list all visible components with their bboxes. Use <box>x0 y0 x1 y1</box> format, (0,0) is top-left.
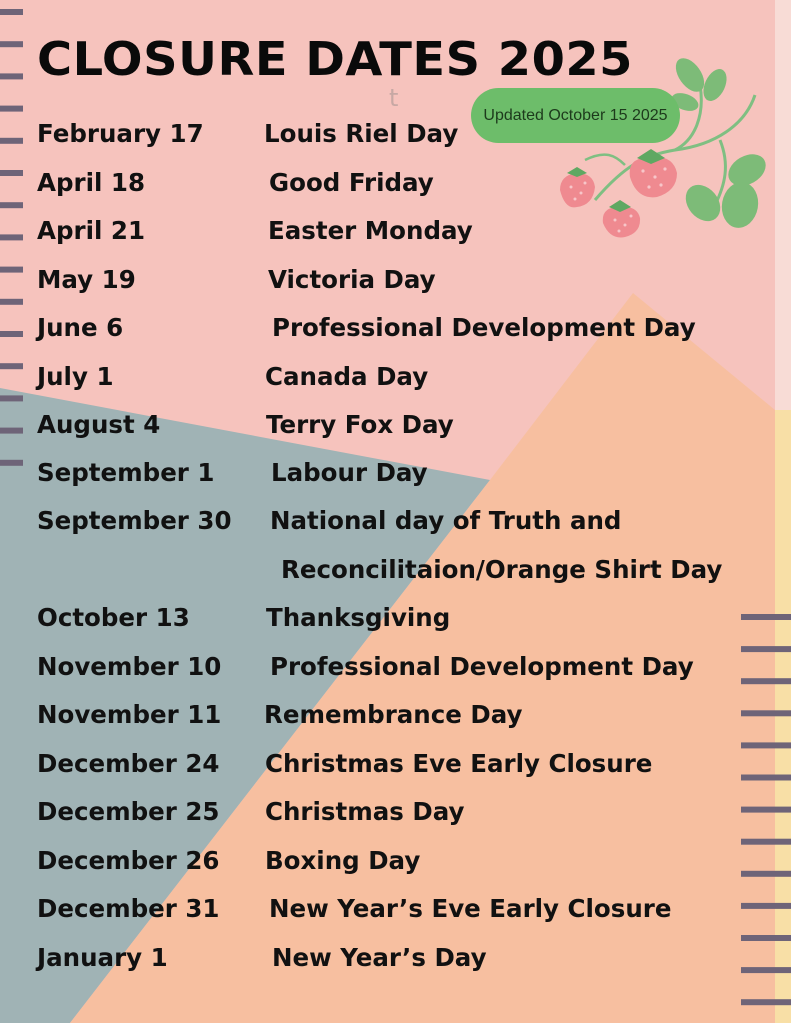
closure-date: September 1 <box>37 458 215 487</box>
closure-date: August 4 <box>37 410 161 439</box>
binding-mark <box>0 9 23 15</box>
closure-date: October 13 <box>37 603 190 632</box>
closure-row <box>0 407 791 447</box>
closure-date: December 24 <box>37 749 220 778</box>
closure-row <box>0 213 791 253</box>
closure-row <box>0 165 791 205</box>
binding-mark <box>0 41 23 47</box>
closure-date: July 1 <box>37 362 114 391</box>
closure-date: April 21 <box>37 216 146 245</box>
binding-mark <box>0 73 23 79</box>
closure-event: Terry Fox Day <box>266 410 454 439</box>
closure-event: Boxing Day <box>265 846 421 875</box>
closure-date: February 17 <box>37 119 204 148</box>
closure-row <box>0 794 791 834</box>
closure-row <box>0 359 791 399</box>
closure-row <box>0 310 791 350</box>
closure-row <box>0 649 791 689</box>
closure-row <box>0 262 791 302</box>
closure-event: Labour Day <box>271 458 428 487</box>
closure-event: Victoria Day <box>268 265 436 294</box>
closure-row <box>0 843 791 883</box>
closure-event: Thanksgiving <box>266 603 451 632</box>
updated-badge: Updated October 15 2025 <box>471 88 680 143</box>
closure-event: Louis Riel Day <box>264 119 459 148</box>
closure-event: National day of Truth and <box>270 506 622 535</box>
binding-mark <box>741 999 791 1005</box>
closure-date: January 1 <box>37 943 168 972</box>
closure-event: Remembrance Day <box>264 700 523 729</box>
closure-date: December 25 <box>37 797 220 826</box>
closure-date: April 18 <box>37 168 146 197</box>
closure-date: September 30 <box>37 506 232 535</box>
closure-date: December 31 <box>37 894 220 923</box>
closure-date: November 10 <box>37 652 222 681</box>
closure-date: November 11 <box>37 700 222 729</box>
closure-event: Canada Day <box>265 362 429 391</box>
page-title: CLOSURE DATES 2025 <box>37 32 633 86</box>
binding-mark <box>0 106 23 112</box>
closure-row <box>0 891 791 931</box>
closure-event: Christmas Eve Early Closure <box>265 749 653 778</box>
closure-row <box>0 552 791 592</box>
closure-event: Professional Development Day <box>270 652 694 681</box>
closure-event: Reconcilitaion/Orange Shirt Day <box>281 555 723 584</box>
closure-event: Professional Development Day <box>272 313 696 342</box>
closure-event: New Year’s Day <box>272 943 487 972</box>
closure-event: Good Friday <box>269 168 434 197</box>
closure-row <box>0 116 791 156</box>
closure-event: Christmas Day <box>265 797 465 826</box>
stray-mark: t <box>389 84 399 112</box>
closure-date: May 19 <box>37 265 136 294</box>
closure-row <box>0 503 791 543</box>
closure-row <box>0 600 791 640</box>
closure-date: December 26 <box>37 846 220 875</box>
closure-row <box>0 940 791 980</box>
closure-row <box>0 455 791 495</box>
closure-event: Easter Monday <box>268 216 473 245</box>
closure-row <box>0 746 791 786</box>
closure-row <box>0 697 791 737</box>
closure-date: June 6 <box>37 313 124 342</box>
closure-event: New Year’s Eve Early Closure <box>269 894 672 923</box>
